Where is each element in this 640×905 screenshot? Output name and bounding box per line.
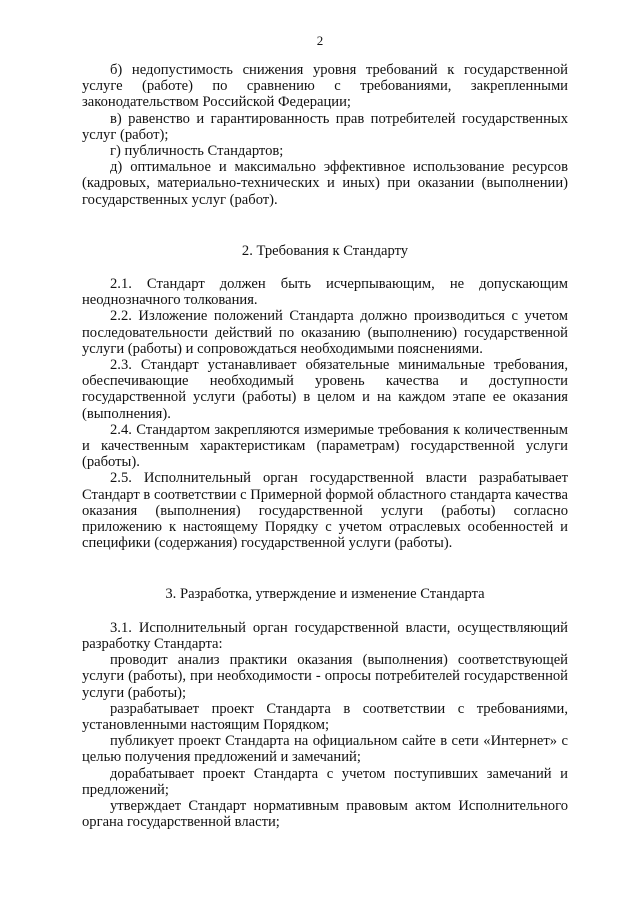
- list-item: б) недопустимость снижения уровня требований к государственной услуге (работе) по сравнению с требованиями, закрепленными законодательством Российской Федерации;: [82, 62, 568, 111]
- list-item: в) равенство и гарантированность прав потребителей государственных услуг (работ);: [82, 110, 568, 143]
- paragraph: 3.1. Исполнительный орган государственной власти, осуществляющий разработку Стандарта:: [82, 619, 568, 652]
- list-item: д) оптимальное и максимально эффективное использование ресурсов (кадровых, материально-технических и иных) при оказании (выполнении) государственных услуг (работ).: [82, 159, 568, 208]
- paragraph: разрабатывает проект Стандарта в соответствии с требованиями, установленными настоящим Порядком;: [82, 700, 568, 733]
- section-heading: 3. Разработка, утверждение и изменение Стандарта: [165, 586, 485, 603]
- paragraph: 2.3. Стандарт устанавливает обязательные минимальные требования, обеспечивающие необходимый уровень качества и доступности государственной услуги (работы) в целом и на каждом этапе ее оказания (выполнения).: [82, 357, 568, 422]
- paragraph: утверждает Стандарт нормативным правовым актом Исполнительного органа государственной власти;: [82, 797, 568, 831]
- page-number: 2: [316, 33, 324, 48]
- document-body: [82, 62, 568, 830]
- list-item: г) публичность Стандартов;: [110, 143, 284, 160]
- paragraph: 2.4. Стандартом закрепляются измеримые требования к количественным и качественным характеристикам (параметрам) государственной услуги (работы).: [82, 421, 568, 471]
- paragraph: проводит анализ практики оказания (выполнения) соответствующей услуги (работы), при необходимости - опросы потребителей государственной услуги (работы);: [82, 652, 568, 701]
- paragraph: 2.2. Изложение положений Стандарта должно производиться с учетом последовательности действий по оказанию (выполнению) государственной услуги (работы) и сопровождаться необходимыми пояснениями.: [82, 308, 568, 357]
- paragraph: публикует проект Стандарта на официальном сайте в сети «Интернет» с целью получения предложений и замечаний;: [82, 733, 568, 766]
- paragraph: 2.5. Исполнительный орган государственной власти разрабатывает Стандарт в соответствии с Примерной формой областного стандарта качества оказания (выполнения) государственной услуги (работы) согласно приложению к настоящему Порядку с учетом отраслевых особенностей и специфики (содержания) государственной услуги (работы).: [82, 470, 568, 552]
- paragraph: дорабатывает проект Стандарта с учетом поступивших замечаний и предложений;: [82, 765, 568, 798]
- paragraph: 2.1. Стандарт должен быть исчерпывающим, не допускающим неоднозначного толкования.: [82, 276, 568, 309]
- section-heading: 2. Требования к Стандарту: [241, 242, 409, 259]
